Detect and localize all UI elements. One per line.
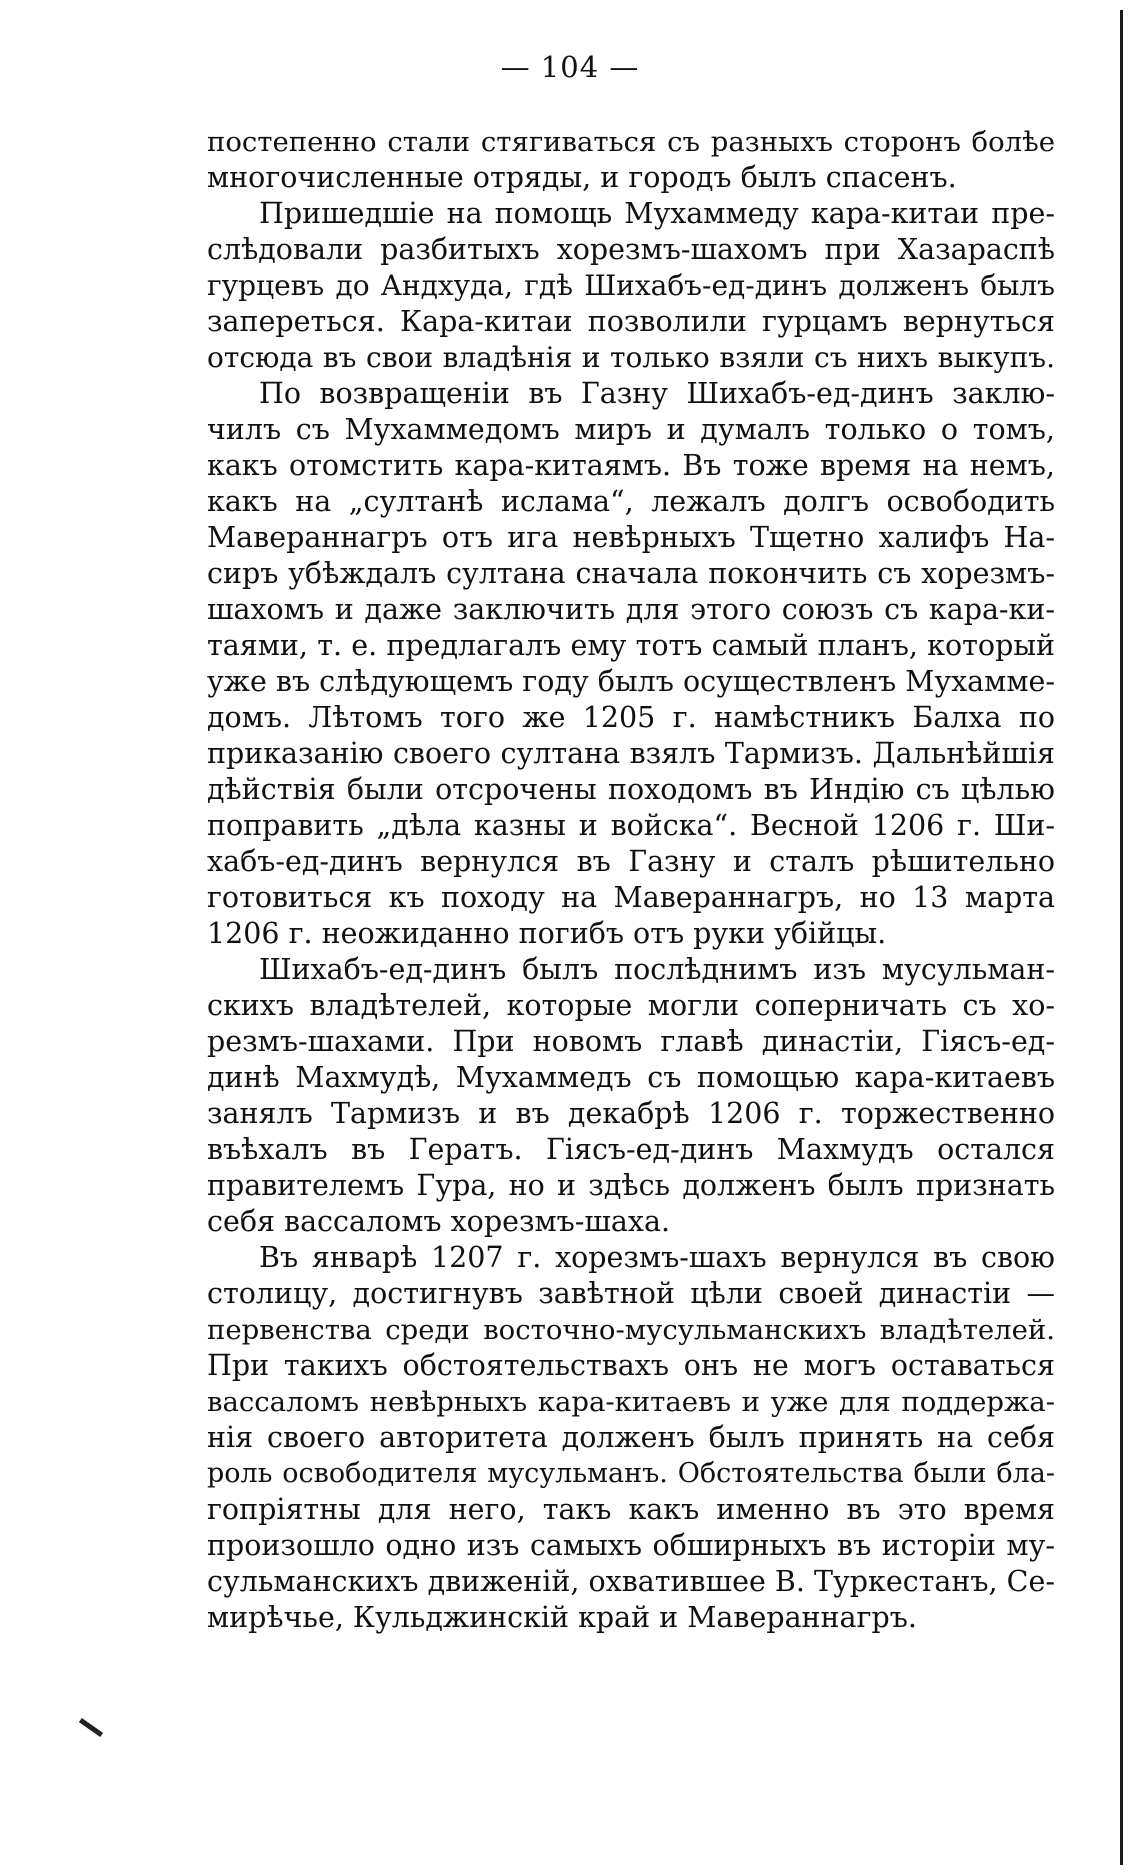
text-line: динѣ Махмудѣ, Мухаммедъ съ помощью кара-китаевъ: [207, 1061, 1055, 1094]
text-line: резмъ-шахами. При новомъ главѣ династіи, Гіясъ-ед-: [207, 1025, 1055, 1058]
text-line: первенства среди восточно-мусульманскихъ владѣтелей.: [207, 1314, 1055, 1346]
page-edge-line: [1120, 10, 1123, 1865]
text-line: дѣйствія были отсрочены походомъ въ Индію съ цѣлью: [207, 773, 1055, 806]
text-line: При такихъ обстоятельствахъ онъ не могъ оставаться: [207, 1349, 1055, 1382]
text-line: уже въ слѣдующемъ году былъ осуществленъ Мухамме-: [207, 665, 1055, 698]
text-line: правителемъ Гура, но и здѣсь долженъ былъ признать: [207, 1169, 1055, 1202]
text-line: По возвращеніи въ Газну Шихабъ-ед-динъ заклю-: [259, 377, 1055, 410]
text-line: вассаломъ невѣрныхъ кара-китаевъ и уже для поддержа-: [207, 1386, 1055, 1418]
text-line: 1206 г. неожиданно погибъ отъ руки убійцы.: [207, 917, 887, 950]
text-line: произошло одно изъ самыхъ обширныхъ въ исторіи му-: [207, 1529, 1055, 1562]
text-line: роль освободителя мусульманъ. Обстоятельства были бла-: [207, 1458, 1055, 1489]
text-line: себя вассаломъ хорезмъ-шаха.: [207, 1205, 671, 1238]
text-line: сульманскихъ движеній, охватившее В. Туркестанъ, Се-: [207, 1565, 1055, 1598]
text-line: гопріятны для него, такъ какъ именно въ это время: [207, 1493, 1055, 1526]
text-line: шахомъ и даже заключить для этого союзъ съ кара-ки-: [207, 593, 1055, 626]
text-line: нія своего авторитета долженъ былъ принять на себя: [207, 1421, 1055, 1454]
text-line: запереться. Кара-китаи позволили гурцамъ вернуться: [207, 305, 1055, 338]
text-line: сиръ убѣждалъ султана сначала покончить съ хорезмъ-: [207, 557, 1055, 590]
text-line: мирѣчье, Кульджинскій край и Мавераннагръ.: [207, 1601, 917, 1634]
text-line: слѣдовали разбитыхъ хорезмъ-шахомъ при Хазараспѣ: [207, 233, 1055, 266]
text-line: Шихабъ-ед-динъ былъ послѣднимъ изъ мусульман-: [259, 953, 1055, 986]
text-line: Пришедшіе на помощь Мухаммеду кара-китаи пре-: [259, 197, 1055, 230]
text-line: чилъ съ Мухаммедомъ миръ и думалъ только о томъ,: [207, 413, 1055, 446]
text-line: Въ январѣ 1207 г. хорезмъ-шахъ вернулся въ свою: [259, 1241, 1055, 1274]
page-number: — 104 —: [500, 50, 640, 84]
text-line: гурцевъ до Андхуда, гдѣ Шихабъ-ед-динъ долженъ былъ: [207, 269, 1055, 302]
text-line: хабъ-ед-динъ вернулся въ Газну и сталъ рѣшительно: [207, 845, 1055, 878]
text-line: многочисленные отряды, и городъ былъ спасенъ.: [207, 161, 957, 194]
text-line: таями, т. е. предлагалъ ему тотъ самый планъ, который: [207, 629, 1055, 662]
text-line: поправить „дѣла казны и войска“. Весной 1206 г. Ши-: [207, 809, 1055, 842]
scan-speck: [79, 1718, 103, 1737]
text-line: Мавераннагръ отъ ига невѣрныхъ Тщетно халифъ На-: [207, 521, 1055, 554]
text-line: готовиться къ походу на Мавераннагръ, но 13 марта: [207, 881, 1055, 914]
body-text: [207, 124, 1055, 1636]
text-line: столицу, достигнувъ завѣтной цѣли своей династіи —: [207, 1277, 1055, 1310]
text-line: занялъ Тармизъ и въ декабрѣ 1206 г. торжественно: [207, 1097, 1055, 1130]
text-line: постепенно стали стягиваться съ разныхъ сторонъ болѣе: [207, 126, 1055, 158]
text-line: отсюда въ свои владѣнія и только взяли съ нихъ выкупъ.: [207, 341, 1055, 374]
text-line: какъ отомстить кара-китаямъ. Въ тоже время на немъ,: [207, 449, 1055, 482]
text-line: скихъ владѣтелей, которые могли соперничать съ хо-: [207, 989, 1055, 1022]
text-line: домъ. Лѣтомъ того же 1205 г. намѣстникъ Балха по: [207, 701, 1055, 734]
text-line: приказанію своего султана взялъ Тармизъ. Дальнѣйшія: [207, 737, 1055, 770]
text-line: какъ на „султанѣ ислама“, лежалъ долгъ освободить: [207, 485, 1055, 518]
text-line: въѣхалъ въ Гератъ. Гіясъ-ед-динъ Махмудъ остался: [207, 1133, 1055, 1166]
